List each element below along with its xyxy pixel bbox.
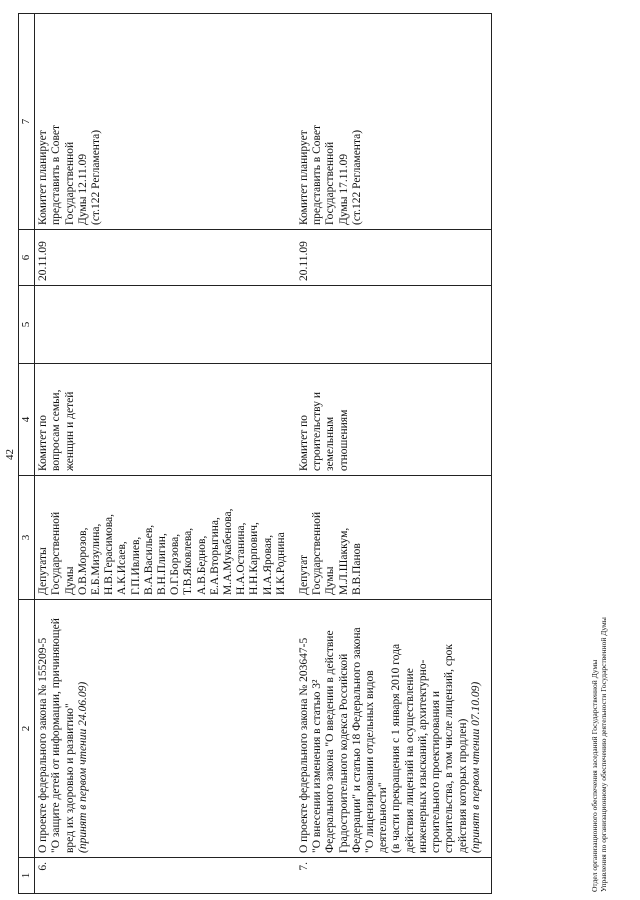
- column-header: 6: [19, 230, 35, 286]
- column5-cell: [296, 286, 491, 364]
- note-cell: [35, 14, 296, 230]
- author-line: Т.В.Яковлева,: [182, 527, 195, 595]
- note-cell: [296, 14, 491, 230]
- bill-title-line: "О лицензировании отдельных видов: [364, 670, 377, 853]
- committee-line: женщин и детей: [63, 391, 76, 471]
- bill-title-line: действия лицензий на осуществление: [403, 668, 416, 853]
- author-line: Г.П.Ивлиев,: [129, 536, 142, 595]
- table-row: [35, 14, 296, 894]
- date-cell: [35, 230, 296, 286]
- note-line: Думы 17.11.09: [337, 153, 350, 225]
- bill-status: (принят в первом чтении 07.10.09): [469, 681, 482, 853]
- author-line: Думы: [63, 566, 76, 595]
- author-line: Н.Н.Карпович,: [248, 522, 261, 595]
- authors-cell: [296, 476, 491, 600]
- authors-cell: [35, 476, 296, 600]
- author-line: В.А.Васильев,: [142, 524, 155, 595]
- author-line: Н.В.Герасимова,: [103, 514, 116, 595]
- committee-line: отношениям: [337, 409, 350, 471]
- bill-title-line: Федерального закона "О введении в действие: [324, 630, 337, 853]
- row-number-cell: [296, 858, 491, 894]
- column5-cell: [35, 286, 296, 364]
- column-header: 1: [19, 858, 35, 894]
- author-line: Государственной: [311, 511, 324, 595]
- bill-title-line: строительного проектирования и: [430, 690, 443, 853]
- committee-line: вопросам семьи,: [50, 389, 63, 471]
- note-line: Государственной: [324, 141, 337, 225]
- page-number: 42: [4, 449, 16, 460]
- author-line: Е.Б.Мизулина,: [90, 523, 103, 595]
- author-line: Государственной: [50, 511, 63, 595]
- bill-title-line: Федерации" и статью 18 Федерального закона: [350, 627, 363, 853]
- header-row: [19, 14, 35, 894]
- author-line: М.Л.Шаккум,: [337, 527, 350, 595]
- author-line: В.В.Панов: [350, 543, 363, 595]
- bill-title-line: "О внесении изменения в статью 3²: [311, 679, 324, 853]
- bill-title-line: О проекте федерального закона № 155209-5: [37, 637, 50, 853]
- date-value: 20.11.09: [37, 241, 50, 281]
- date-cell: [296, 230, 491, 286]
- author-line: А.В.Беднов,: [195, 535, 208, 595]
- bill-title-line: действия которых продлен): [456, 718, 469, 853]
- author-line: А.К.Исаев,: [116, 541, 129, 595]
- column-header: 2: [19, 600, 35, 858]
- note-line: представить в Совет: [50, 124, 63, 225]
- author-line: И.К.Роднина: [274, 532, 287, 595]
- note-line: Думы 12.11.09: [76, 153, 89, 225]
- author-line: Депутат: [298, 555, 311, 595]
- bill-title-line: строительства, в том числе лицензий, срок: [443, 643, 456, 853]
- column-header: 3: [19, 476, 35, 600]
- footer-line: Отдел организационного обеспечения заседаний Государственной Думы: [590, 659, 599, 892]
- bill-status: (принят в первом чтении 24.06.09): [76, 681, 89, 853]
- committee-cell: [35, 364, 296, 476]
- bill-title-cell: [296, 600, 491, 858]
- author-line: В.Н.Плигин,: [156, 533, 169, 595]
- column-header: 5: [19, 286, 35, 364]
- bill-title-line: вред их здоровью и развитию": [63, 703, 76, 853]
- table-row: [296, 14, 491, 894]
- note-line: (ст.122 Регламента): [90, 129, 103, 225]
- bill-title-line: (в части прекращения с 1 января 2010 года: [390, 643, 403, 853]
- bill-title-line: деятельности": [377, 782, 390, 853]
- bills-table: [18, 13, 492, 894]
- bill-title-line: О проекте федерального закона № 203647-5: [298, 637, 311, 853]
- footer-line: Управления по организационному обеспечению деятельности Государственной Думы: [599, 617, 608, 892]
- note-line: (ст.122 Регламента): [350, 129, 363, 225]
- author-line: Депутаты: [37, 547, 50, 595]
- author-line: Думы: [324, 566, 337, 595]
- author-line: И.А.Яровая,: [261, 534, 274, 595]
- column-header: 7: [19, 14, 35, 230]
- committee-line: земельным: [324, 416, 337, 471]
- note-line: Комитет планирует: [37, 130, 50, 225]
- author-line: М.А.Мукабенова,: [222, 508, 235, 595]
- row-number: 6.: [37, 862, 50, 871]
- author-line: О.Г.Борзова,: [169, 533, 182, 595]
- footer: [590, 617, 608, 892]
- note-line: Комитет планирует: [298, 130, 311, 225]
- note-line: представить в Совет: [311, 124, 324, 225]
- committee-line: строительству и: [311, 392, 324, 471]
- author-line: О.В.Морозов,: [76, 527, 89, 595]
- column-header: 4: [19, 364, 35, 476]
- bill-title-line: "О защите детей от информации, причиняющей: [50, 618, 63, 853]
- bill-title-cell: [35, 600, 296, 858]
- bill-title-line: инженерных изысканий, архитектурно-: [416, 659, 429, 853]
- date-value: 20.11.09: [298, 241, 311, 281]
- row-number: 7.: [298, 862, 311, 871]
- committee-cell: [296, 364, 491, 476]
- author-line: Е.А.Вторыгина,: [208, 517, 221, 595]
- note-line: Государственной: [63, 141, 76, 225]
- committee-line: Комитет по: [298, 415, 311, 471]
- row-number-cell: [35, 858, 296, 894]
- committee-line: Комитет по: [37, 415, 50, 471]
- bill-title-line: Градостроительного кодекса Российской: [337, 653, 350, 853]
- author-line: Н.А.Останина,: [235, 522, 248, 595]
